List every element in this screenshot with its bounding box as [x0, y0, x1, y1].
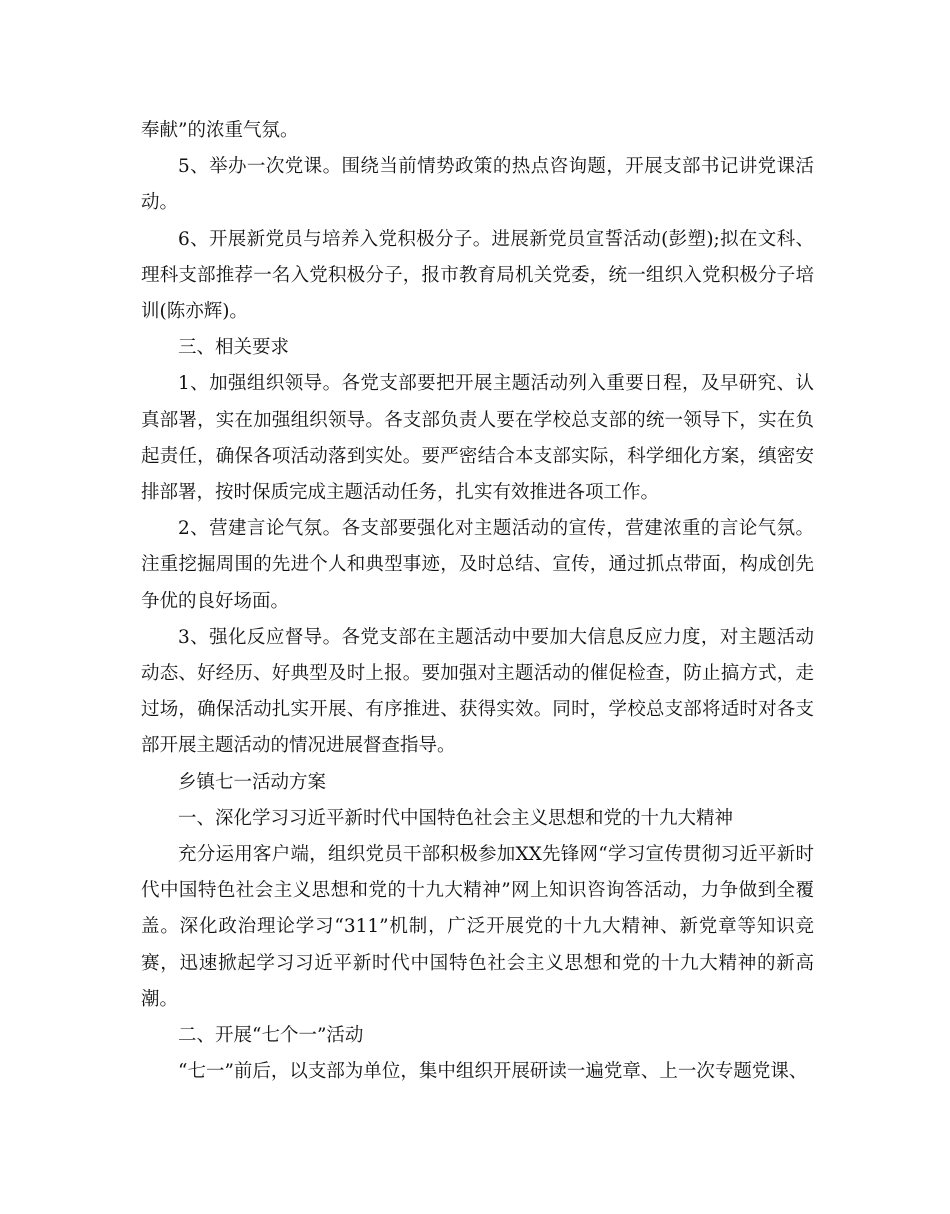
document-body [141, 113, 814, 1090]
section-heading-seven-ones: 二、开展“七个一”活动 [178, 1025, 364, 1047]
section-heading-requirements: 三、相关要求 [178, 337, 290, 359]
paragraph-2: 5、举办一次党课。围绕当前情势政策的热点咨询题，开展支部书记讲党课活动。 [141, 156, 814, 214]
paragraph-5: 1、加强组织领导。各党支部要把开展主题活动列入重要日程，及早研究、认真部署，实在加强组织领导。各支部负责人要在学校总支部的统一领导下，实在负起责任，确保各项活动落到实处。要严密结合本支部实际，科学细化方案，缜密安排部署，按时保质完成主题活动任务，扎实有效推进各项工作。 [141, 373, 814, 504]
paragraph-3: 6、开展新党员与培养入党积极分子。进展新党员宣誓活动(彭塑);拟在文科、理科支部推荐一名入党积极分子，报市教育局机关党委，统一组织入党积极分子培训(陈亦辉)。 [141, 228, 814, 323]
paragraph-6: 2、营建言论气氛。各支部要强化对主题活动的宣传，营建浓重的言论气氛。注重挖掘周围的先进个人和典型事迹，及时总结、宣传，通过抓点带面，构成创先争优的良好场面。 [141, 518, 814, 612]
paragraph-7: 3、强化反应督导。各党支部在主题活动中要加大信息反应力度，对主题活动动态、好经历、好典型及时上报。要加强对主题活动的催促检查，防止搞方式，走过场，确保活动扎实开展、有序推进、获得实效。同时，学校总支部将适时对各支部开展主题活动的情况进展督查指导。 [141, 626, 814, 757]
document-title-township-plan: 乡镇七一活动方案 [178, 771, 327, 793]
paragraph-12: “七一”前后，以支部为单位，集中组织开展研读一遍党章、上一次专题党课、 [178, 1061, 808, 1083]
paragraph-10: 充分运用客户端，组织党员干部积极参加XX先锋网“学习宣传贯彻习近平新时代中国特色社会主义思想和党的十九大精神”网上知识咨询答活动，力争做到全覆盖。深化政治理论学习“311”机制，广泛开展党的十九大精神、新党章等知识竞赛，迅速掀起学习习近平新时代中国特色社会主义思想和党的十九大精神的新高潮。 [141, 844, 814, 1010]
paragraph-1: 奉献”的浓重气氛。 [141, 120, 299, 141]
section-heading-study: 一、深化学习习近平新时代中国特色社会主义思想和党的十九大精神 [178, 807, 734, 829]
